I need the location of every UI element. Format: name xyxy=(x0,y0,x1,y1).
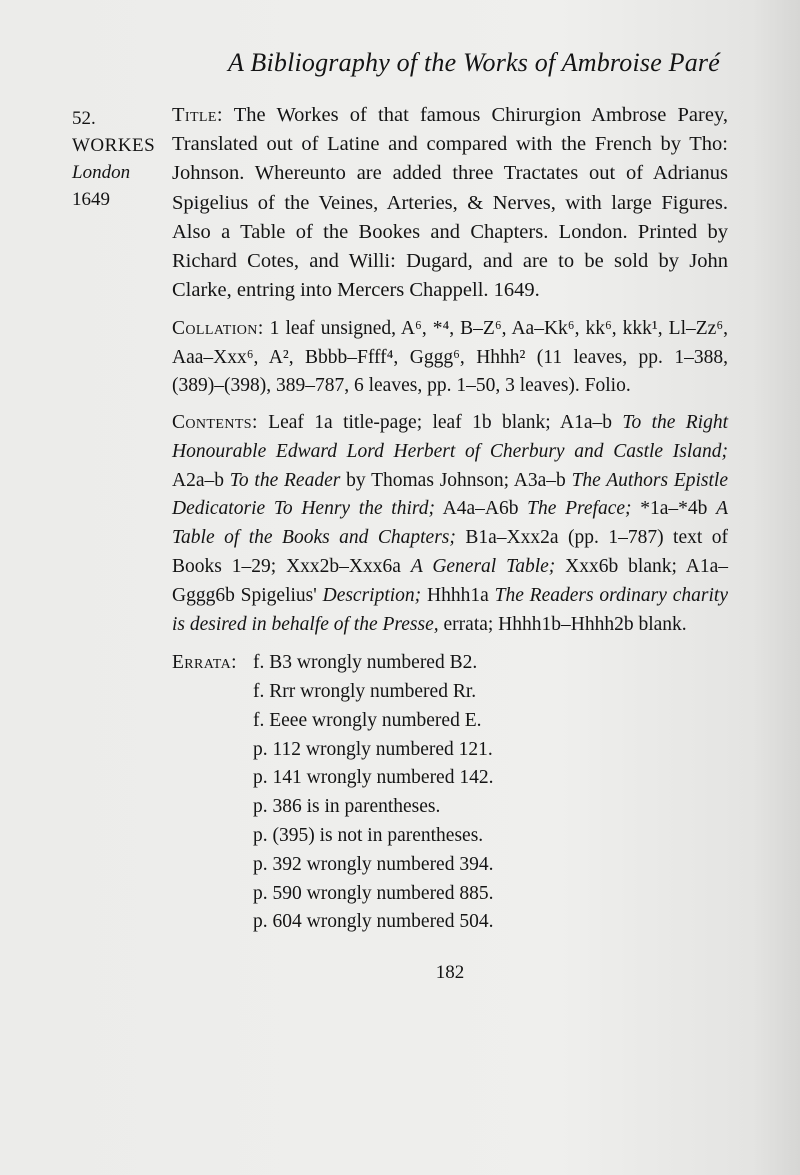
errata-item: p. 392 wrongly numbered 394. xyxy=(253,853,494,875)
contents-segment: The Authors Epistle Dedicatorie To Henry the third; xyxy=(172,469,728,520)
errata-item: f. Rrr wrongly numbered Rr. xyxy=(253,681,477,703)
contents-segment: by Thomas Johnson; A3a–b xyxy=(340,469,572,491)
collation-paragraph xyxy=(172,315,728,401)
title-label: Title: xyxy=(172,104,223,126)
contents-label: Contents: xyxy=(172,411,258,433)
publication-year: 1649 xyxy=(72,189,110,210)
errata-item: p. 386 is in parentheses. xyxy=(253,796,441,818)
collation-text: 1 leaf unsigned, A⁶, *⁴, B–Z⁶, Aa–Kk⁶, kk⁶, kkk¹, Ll–Zz⁶, Aaa–Xxx⁶, A², Bbbb–Ffff⁴, Gggg⁶, Hhhh² (11 leaves, pp. 1–388, (389)–(398), 389–787, 6 leaves, pp. 1–50, 3 leaves). Folio. xyxy=(172,318,728,397)
contents-segment: Xxx6b blank; A1a–Gggg6b Spigelius' xyxy=(172,555,728,606)
contents-segment: A4a–A6b xyxy=(435,498,528,520)
title-text: The Workes of that famous Chirurgion Ambrose Parey, Translated out of Latine and compared with the French by Tho: Johnson. Whereunto are added three Tractates out of Adrianus Spigelius of the Veines, Arteries, & Nerves, with large Figures. Also a Table of the Bookes and Chapters. London. Printed by Richard Cotes, and Willi: Dugard, and are to be sold by John Clarke, entring into Mercers Chappell. 1649. xyxy=(172,104,728,302)
entry-number: 52. xyxy=(72,108,96,129)
errata-item: p. 604 wrongly numbered 504. xyxy=(253,911,494,933)
errata-item: p. 590 wrongly numbered 885. xyxy=(253,882,494,904)
errata-block xyxy=(172,649,728,933)
margin-note xyxy=(72,105,172,213)
title-paragraph xyxy=(172,101,728,305)
contents-segment: To the Reader xyxy=(229,469,341,491)
entry-body xyxy=(172,101,729,933)
place-of-publication: London xyxy=(72,162,131,183)
contents-segment: The Preface; xyxy=(527,498,632,520)
page-number: 182 xyxy=(435,962,465,983)
contents-segment: *1a–*4b xyxy=(631,498,717,520)
contents-segment: A General Table; xyxy=(410,555,556,577)
errata-list xyxy=(253,649,493,937)
running-title: A Bibliography of the Works of Ambroise Paré xyxy=(228,48,720,77)
contents-segment: A Table of the Books and Chapters; xyxy=(172,498,728,549)
errata-item: f. B3 wrongly numbered B2. xyxy=(253,652,478,674)
contents-segment: Hhhh1a xyxy=(421,584,495,606)
contents-segment: To the Right Honourable Edward Lord Herbert of Cherbury and Castle Island; xyxy=(172,411,729,462)
contents-text xyxy=(172,412,728,635)
contents-segment: errata; Hhhh1b–Hhhh2b blank. xyxy=(438,613,687,635)
contents-paragraph xyxy=(172,409,728,639)
contents-segment: Leaf 1a title-page; leaf 1b blank; A1a–b xyxy=(268,411,623,433)
errata-item: p. 141 wrongly numbered 142. xyxy=(253,767,494,789)
errata-item: p. (395) is not in parentheses. xyxy=(253,825,484,847)
contents-segment: The Readers ordinary charity is desired in behalfe of the Presse, xyxy=(172,584,728,635)
errata-item: p. 112 wrongly numbered 121. xyxy=(253,738,493,760)
errata-item: f. Eeee wrongly numbered E. xyxy=(253,709,482,731)
contents-segment: Description; xyxy=(322,584,422,606)
short-title: WORKES xyxy=(72,135,156,156)
contents-segment: A2a–b xyxy=(172,469,230,491)
errata-label: Errata: xyxy=(172,652,237,674)
contents-segment: B1a–Xxx2a (pp. 1–787) text of Books 1–29; Xxx2b–Xxx6a xyxy=(172,527,728,577)
collation-label: Collation: xyxy=(172,318,264,340)
